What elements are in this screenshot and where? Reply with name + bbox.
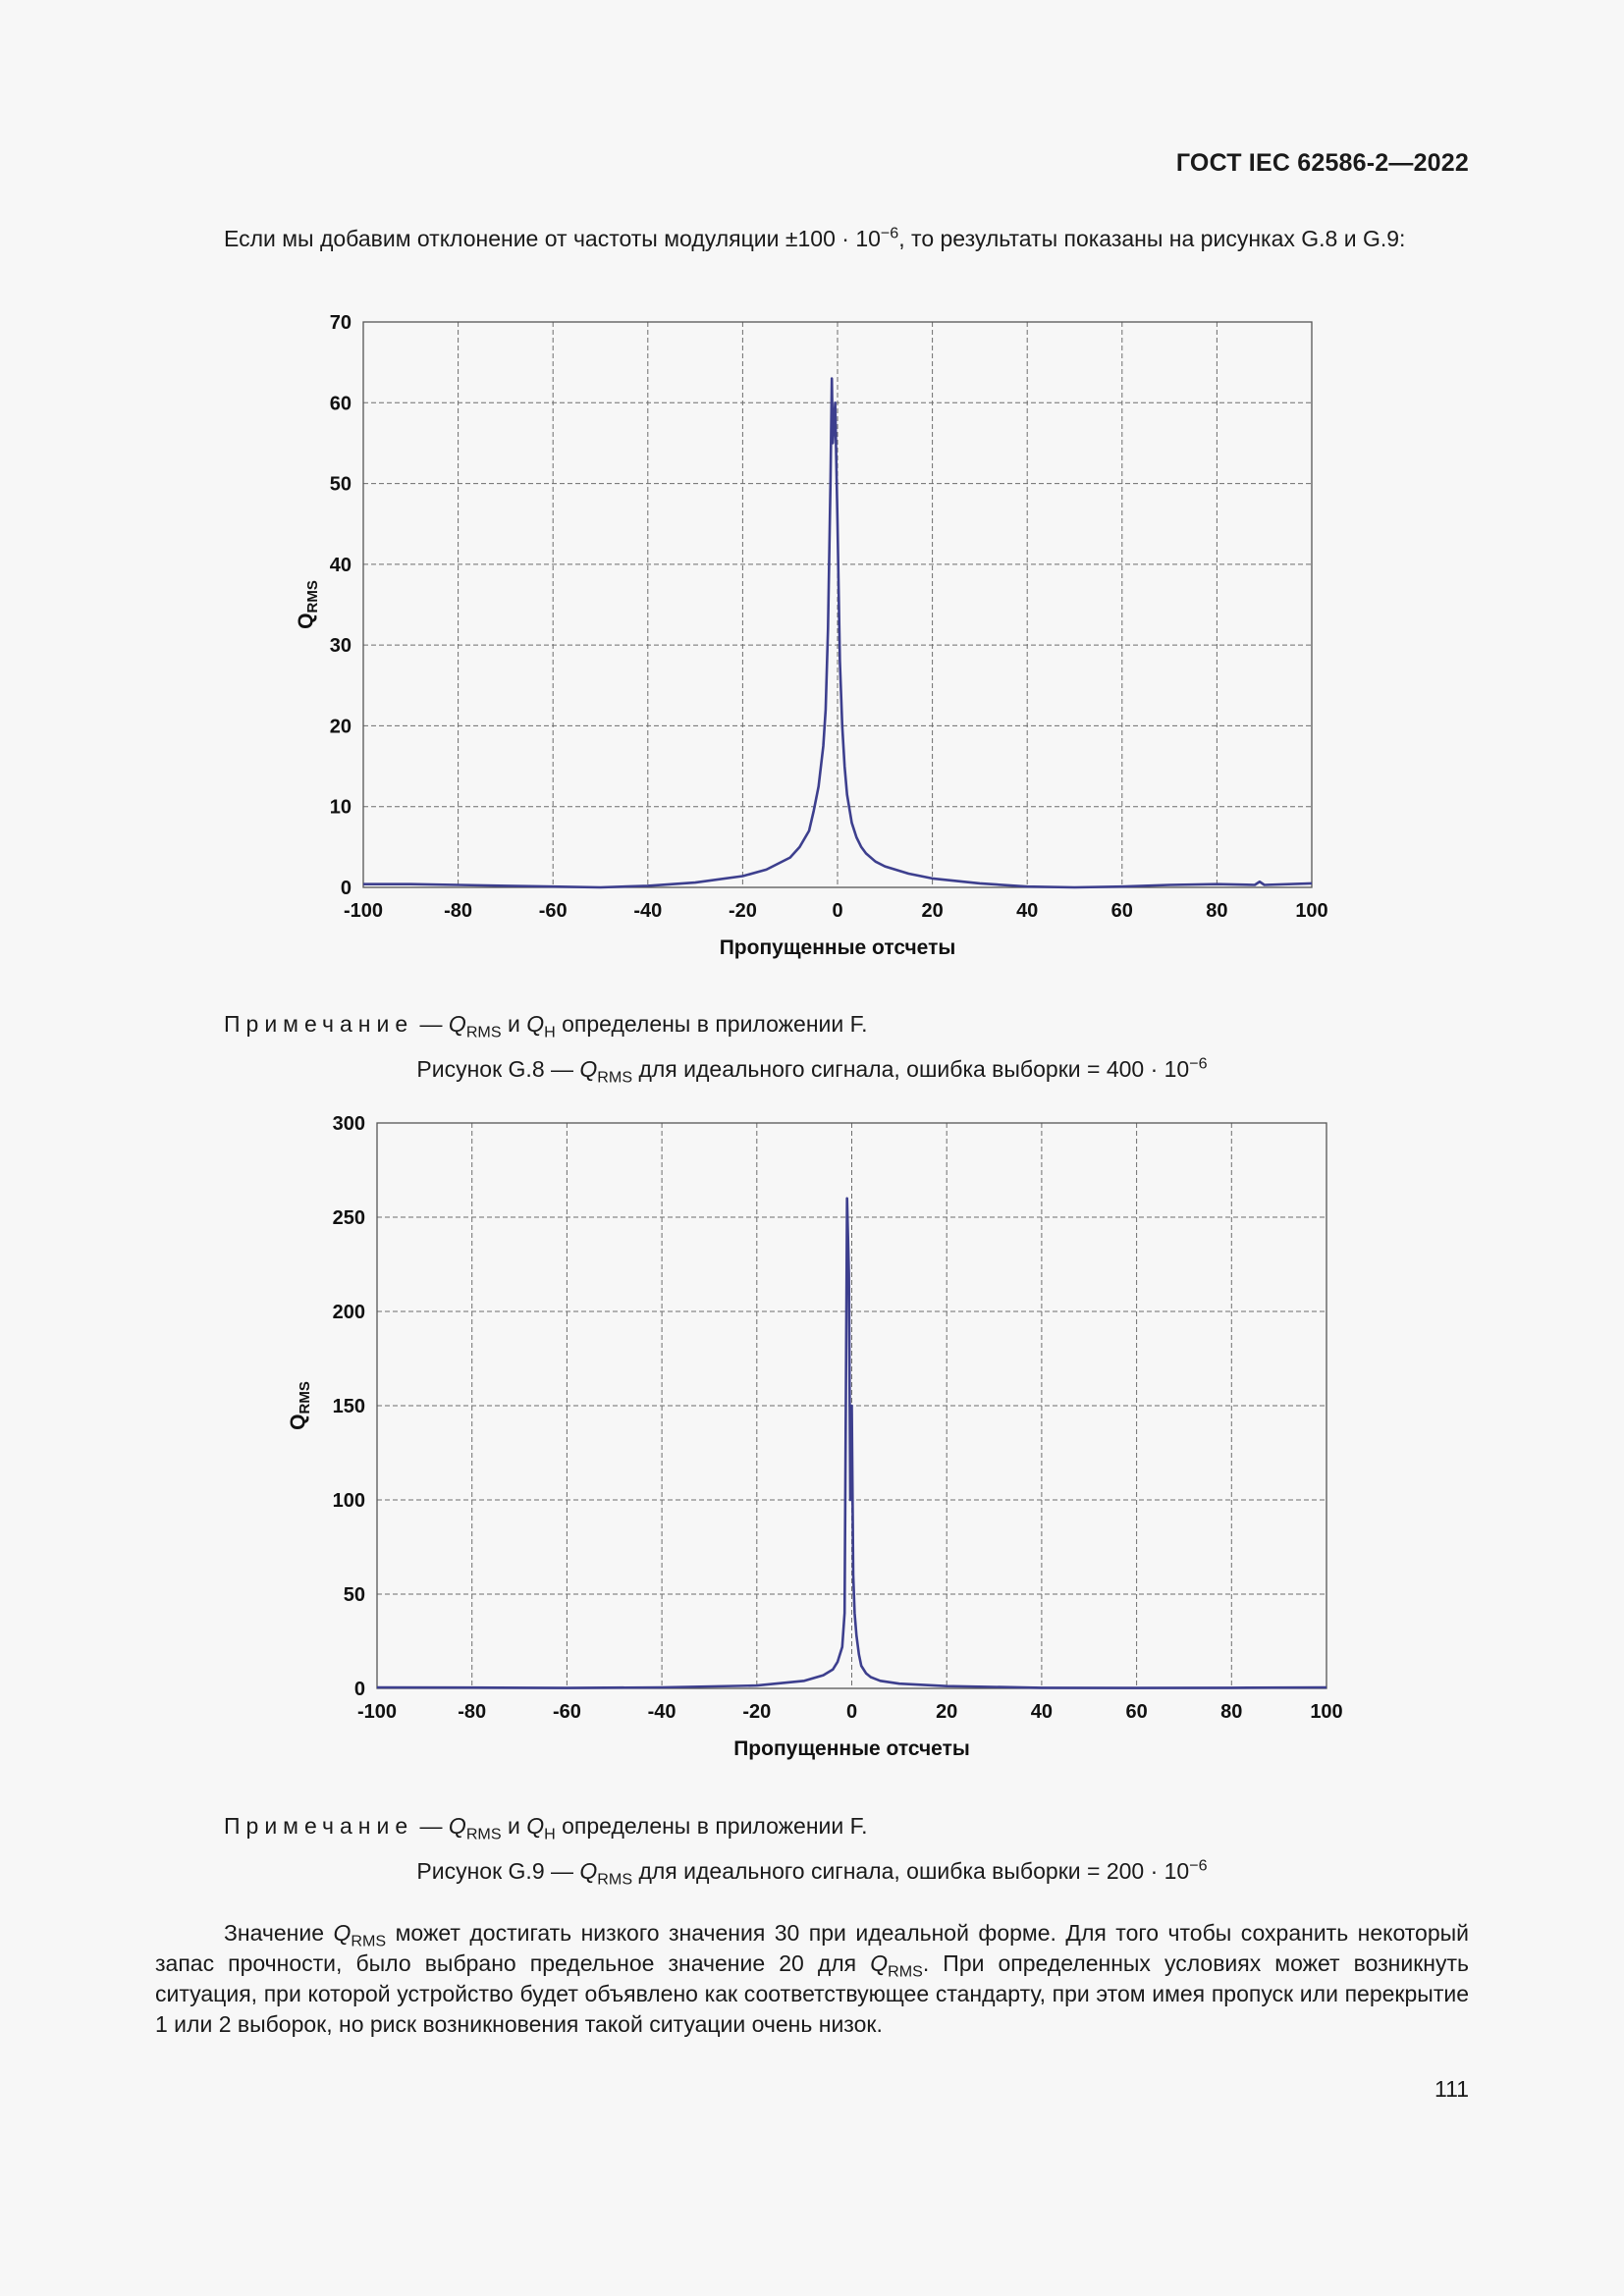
note-q2-2: Q <box>526 1813 545 1839</box>
y-tick-label: 10 <box>329 796 352 819</box>
y-tick-label: 100 <box>332 1490 365 1512</box>
y-tick-label: 250 <box>332 1207 365 1229</box>
y-axis-label-main: Q <box>287 1414 309 1430</box>
note-rest: определены в приложении F. <box>555 1011 868 1037</box>
note-q2: Q <box>526 1011 545 1037</box>
note-rms-sub: RMS <box>465 1023 502 1041</box>
x-axis-label: Пропущенные отсчеты <box>719 936 956 959</box>
note-h-sub-2: H <box>544 1825 556 1843</box>
x-tick-label: -100 <box>343 900 384 922</box>
y-tick-label: 0 <box>340 878 352 899</box>
document-code: ГОСТ IEC 62586-2—2022 <box>1175 149 1469 177</box>
note-prefix-2: Примечание <box>224 1813 414 1839</box>
note-q: Q <box>448 1011 466 1037</box>
conclusion-s1: RMS <box>351 1932 387 1950</box>
y-tick-label: 50 <box>329 473 352 496</box>
x-tick-label: -100 <box>356 1701 398 1723</box>
y-axis-label <box>287 1381 313 1430</box>
y-axis-label <box>295 580 321 629</box>
conclusion-q2: Q <box>870 1950 889 1976</box>
x-tick-label: 60 <box>1125 1701 1148 1723</box>
x-tick-label: 100 <box>1310 1701 1343 1723</box>
page-number: 111 <box>1435 2076 1469 2102</box>
caption-g9-sub: RMS <box>597 1870 633 1889</box>
note-dash: — <box>413 1011 449 1037</box>
y-tick-label: 300 <box>332 1113 365 1135</box>
figure-g9-caption <box>0 1856 1624 1889</box>
caption-g8-q: Q <box>579 1056 598 1082</box>
figure-g8-chart <box>0 0 1624 982</box>
conclusion-paragraph <box>155 1918 1469 2040</box>
conclusion-p2: может достигать низкого значения 30 при идеальной форме. Для того чтобы сохранить некоторый запас прочности, было выбрано предельное значение 20 для <box>155 1920 1469 1976</box>
figure-g8-note <box>224 1011 868 1041</box>
note-prefix: Примечание <box>224 1011 414 1037</box>
x-tick-label: -80 <box>458 1701 487 1723</box>
conclusion-q1: Q <box>333 1920 352 1946</box>
conclusion-p1: Значение <box>224 1920 334 1946</box>
y-tick-label: 70 <box>329 312 352 334</box>
note-h-sub: H <box>544 1023 556 1041</box>
intro-text-a: Если мы добавим отклонение от частоты модуляции ±100 · 10 <box>224 226 881 251</box>
caption-g9-sup: −6 <box>1189 1856 1208 1875</box>
grid <box>363 322 1312 887</box>
caption-g8-sup: −6 <box>1189 1054 1208 1073</box>
x-tick-label: 0 <box>832 900 843 922</box>
caption-g8-sub: RMS <box>597 1068 633 1087</box>
y-axis-label-sub: RMS <box>297 1381 313 1415</box>
caption-g9-a: Рисунок G.9 — <box>416 1858 580 1884</box>
x-tick-label: 60 <box>1110 900 1133 922</box>
figure-g9-chart <box>0 1099 1624 1787</box>
y-tick-label: 200 <box>332 1302 365 1323</box>
x-tick-label: -80 <box>444 900 473 922</box>
y-tick-label: 60 <box>329 393 352 415</box>
y-tick-label: 0 <box>353 1679 365 1700</box>
caption-g8-b: для идеального сигнала, ошибка выборки = 400 · 10 <box>632 1056 1190 1082</box>
intro-sup: −6 <box>880 224 899 242</box>
caption-g8-a: Рисунок G.8 — <box>416 1056 580 1082</box>
x-tick-label: -40 <box>633 900 663 922</box>
x-tick-label: 40 <box>1016 900 1039 922</box>
figure-g8-caption <box>0 1054 1624 1087</box>
y-tick-label: 20 <box>329 716 352 738</box>
x-tick-label: 40 <box>1030 1701 1054 1723</box>
x-tick-label: -60 <box>552 1701 581 1723</box>
note-rest-2: определены в приложении F. <box>555 1813 868 1839</box>
x-axis-label: Пропущенные отсчеты <box>733 1737 970 1760</box>
x-tick-label: 0 <box>845 1701 858 1723</box>
y-tick-label: 150 <box>332 1396 365 1417</box>
x-tick-label: 80 <box>1220 1701 1243 1723</box>
note-and-2: и <box>501 1813 527 1839</box>
x-tick-label: -40 <box>647 1701 677 1723</box>
y-axis-label-main: Q <box>295 613 317 629</box>
figure-g9-note <box>224 1813 868 1843</box>
conclusion-s2: RMS <box>888 1962 923 1981</box>
y-tick-label: 30 <box>329 635 352 658</box>
x-tick-label: 80 <box>1206 900 1228 922</box>
intro-text-b: , то результаты показаны на рисунках G.8 и G.9: <box>898 226 1406 251</box>
note-q-2: Q <box>448 1813 466 1839</box>
x-tick-label: -60 <box>538 900 568 922</box>
y-axis-label-sub: RMS <box>304 580 321 614</box>
caption-g9-q: Q <box>579 1858 598 1884</box>
x-tick-label: -20 <box>742 1701 772 1723</box>
y-tick-label: 40 <box>329 554 352 576</box>
x-tick-label: 20 <box>921 900 944 922</box>
note-rms-sub-2: RMS <box>465 1825 502 1843</box>
note-dash-2: — <box>413 1813 449 1839</box>
conclusion-p3: . При определенных условиях может возникнуть ситуация, при которой устройство будет объявлено как соответствующее стандарту, при этом имея пропуск или перекрытие 1 или 2 выборок, но риск возникновения такой ситуации очень низок. <box>155 1950 1469 2037</box>
x-tick-label: 100 <box>1295 900 1328 922</box>
note-and: и <box>501 1011 527 1037</box>
x-tick-label: 20 <box>936 1701 958 1723</box>
caption-g9-b: для идеального сигнала, ошибка выборки = 200 · 10 <box>632 1858 1190 1884</box>
y-tick-label: 50 <box>343 1584 365 1606</box>
x-tick-label: -20 <box>728 900 757 922</box>
